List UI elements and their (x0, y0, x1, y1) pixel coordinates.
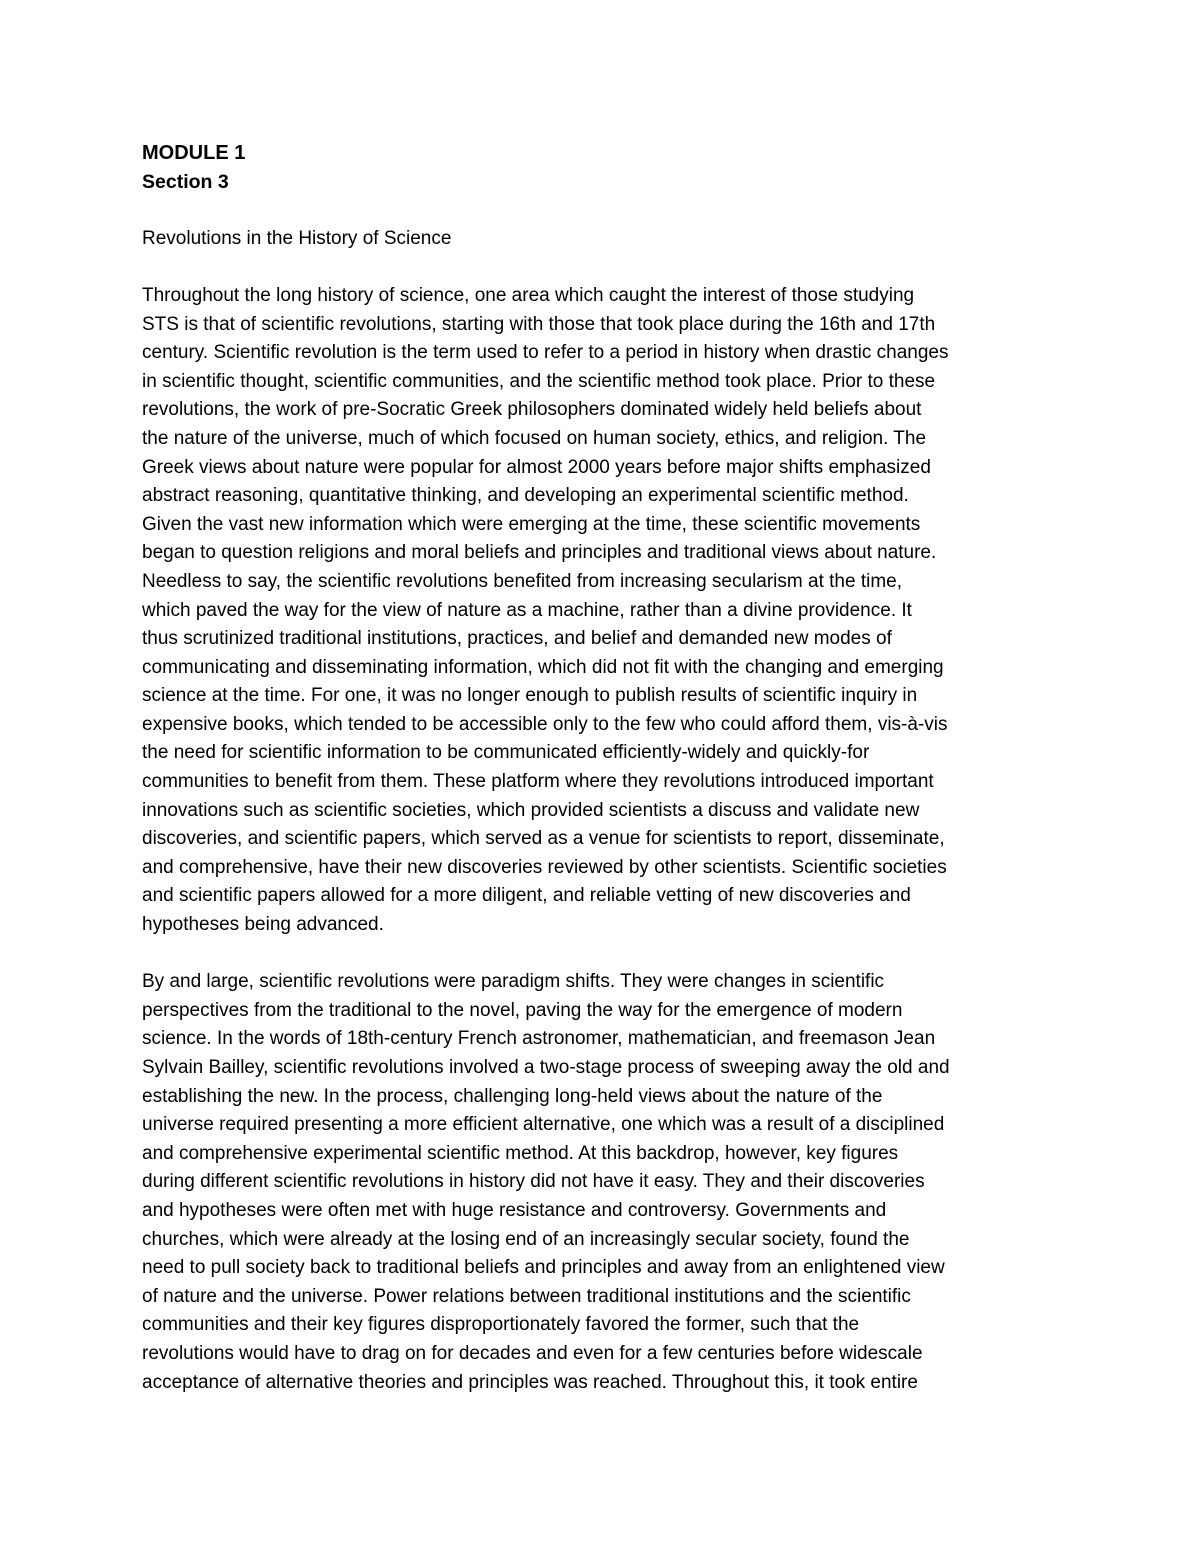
text-line: establishing the new. In the process, challenging long-held views about the nature of the (142, 1085, 883, 1107)
text-line: science at the time. For one, it was no longer enough to publish results of scientific inquiry in (142, 685, 918, 707)
text-line: in scientific thought, scientific communities, and the scientific method took place. Prior to these (142, 370, 936, 392)
text-line: expensive books, which tended to be accessible only to the few who could afford them, vis-à-vis (142, 713, 948, 735)
text-line: communities to benefit from them. These platform where they revolutions introduced important (142, 771, 934, 793)
text-line: and hypotheses were often met with huge resistance and controversy. Governments and (142, 1199, 887, 1221)
text-line: need to pull society back to traditional beliefs and principles and away from an enlightened view (142, 1257, 945, 1279)
body-paragraphs (142, 282, 1067, 1397)
text-line: revolutions would have to drag on for decades and even for a few centuries before widescale (142, 1342, 923, 1364)
text-line: Given the vast new information which were emerging at the time, these scientific movements (142, 513, 921, 535)
text-line: began to question religions and moral beliefs and principles and traditional views about nature. (142, 542, 937, 564)
text-line: Greek views about nature were popular for almost 2000 years before major shifts emphasized (142, 456, 931, 478)
spacer (142, 253, 1067, 282)
text-line: science. In the words of 18th-century French astronomer, mathematician, and freemason Jean (142, 1028, 936, 1050)
paragraph (142, 968, 1067, 1397)
text-line: communities and their key figures disproportionately favored the former, such that the (142, 1314, 860, 1336)
text-line: the nature of the universe, much of which focused on human society, ethics, and religion. The (142, 427, 927, 449)
text-line: hypotheses being advanced. (142, 914, 384, 936)
text-line: and scientific papers allowed for a more diligent, and reliable vetting of new discoveries and (142, 885, 911, 907)
text-line: STS is that of scientific revolutions, starting with those that took place during the 16th and 17th (142, 313, 936, 335)
document-heading: Revolutions in the History of Science (142, 227, 452, 249)
text-line: of nature and the universe. Power relations between traditional institutions and the scientific (142, 1285, 911, 1307)
text-line: abstract reasoning, quantitative thinking, and developing an experimental scientific method. (142, 485, 909, 507)
text-line: century. Scientific revolution is the term used to refer to a period in history when drastic changes (142, 342, 949, 364)
section-title: Section 3 (142, 170, 229, 193)
text-line: and comprehensive experimental scientific method. At this backdrop, however, key figures (142, 1142, 899, 1164)
text-line: perspectives from the traditional to the novel, paving the way for the emergence of modern (142, 999, 903, 1021)
text-line: revolutions, the work of pre-Socratic Greek philosophers dominated widely held beliefs about (142, 399, 922, 421)
spacer (142, 196, 1067, 225)
text-line: the need for scientific information to be communicated efficiently-widely and quickly-for (142, 742, 870, 764)
text-line: churches, which were already at the losing end of an increasingly secular society, found the (142, 1228, 910, 1250)
text-line: By and large, scientific revolutions were paradigm shifts. They were changes in scientific (142, 971, 885, 993)
text-line: discoveries, and scientific papers, which served as a venue for scientists to report, disseminate, (142, 828, 945, 850)
text-line: Sylvain Bailley, scientific revolutions involved a two-stage process of sweeping away the old and (142, 1057, 950, 1078)
module-title: MODULE 1 (142, 142, 246, 164)
text-line: Throughout the long history of science, one area which caught the interest of those studying (142, 284, 915, 306)
text-line: communicating and disseminating information, which did not fit with the changing and emerging (142, 656, 944, 678)
text-line: which paved the way for the view of nature as a machine, rather than a divine providence. It (142, 599, 912, 621)
paragraph (142, 282, 1067, 940)
text-line: Needless to say, the scientific revolutions benefited from increasing secularism at the time, (142, 570, 902, 592)
text-line: universe required presenting a more efficient alternative, one which was a result of a disciplined (142, 1114, 945, 1136)
text-line: acceptance of alternative theories and principles was reached. Throughout this, it took entire (142, 1371, 918, 1393)
text-line: thus scrutinized traditional institutions, practices, and belief and demanded new modes of (142, 628, 892, 650)
document-content (142, 139, 1067, 1397)
text-line: and comprehensive, have their new discoveries reviewed by other scientists. Scientific societies (142, 856, 947, 878)
text-line: innovations such as scientific societies, which provided scientists a discuss and validate new (142, 799, 920, 821)
text-line: during different scientific revolutions in history did not have it easy. They and their discoveries (142, 1171, 925, 1193)
